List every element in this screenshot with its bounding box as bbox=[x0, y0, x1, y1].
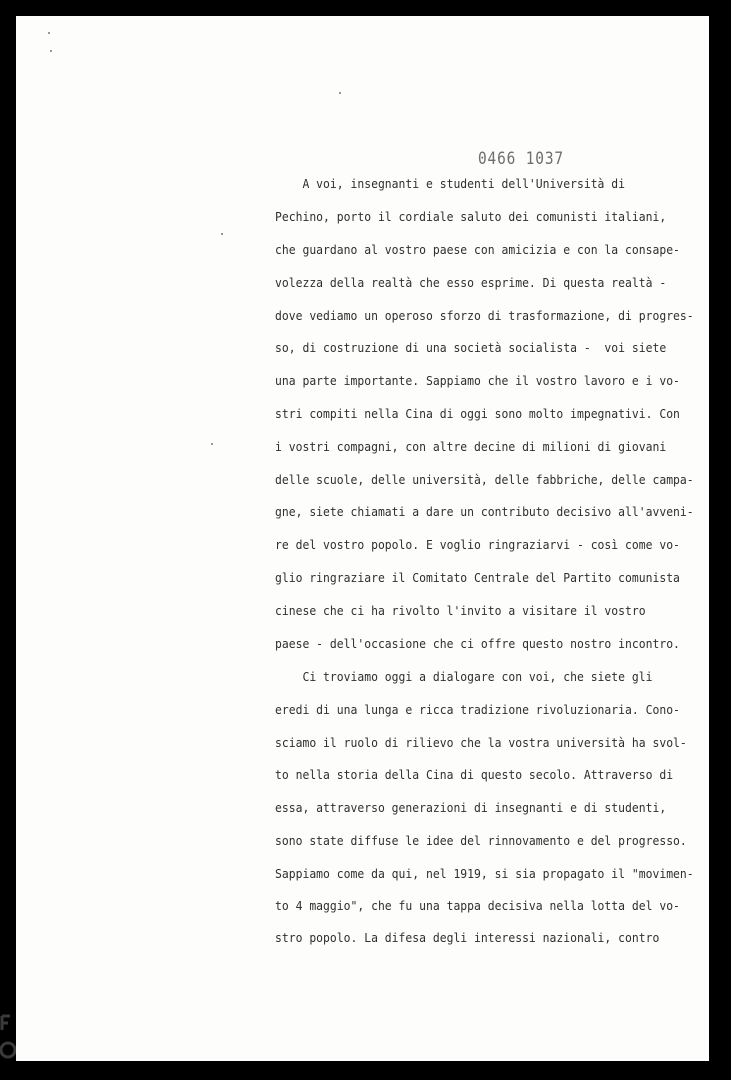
text-line: stri compiti nella Cina di oggi sono molto impegnativi. Con bbox=[275, 406, 680, 421]
text-line: glio ringraziare il Comitato Centrale del Partito comunista bbox=[275, 570, 680, 585]
text-line: volezza della realtà che esso esprime. Di questa realtà - bbox=[275, 275, 667, 290]
text-line: Ci troviamo oggi a dialogare con voi, che siete gli bbox=[275, 669, 653, 684]
text-line: paese - dell'occasione che ci offre questo nostro incontro. bbox=[275, 636, 680, 651]
text-line: che guardano al vostro paese con amicizia e con la consape- bbox=[275, 242, 680, 257]
text-line: una parte importante. Sappiamo che il vostro lavoro e i vo- bbox=[275, 373, 680, 388]
text-line: cinese che ci ha rivolto l'invito a visitare il vostro bbox=[275, 603, 646, 618]
text-line: to 4 maggio", che fu una tappa decisiva nella lotta del vo- bbox=[275, 898, 680, 913]
scan-speck bbox=[221, 233, 223, 235]
text-line: stro popolo. La difesa degli interessi nazionali, contro bbox=[275, 930, 660, 945]
document-page bbox=[16, 16, 709, 1061]
archive-number: 0466 1037 bbox=[478, 149, 564, 169]
text-line: essa, attraverso generazioni di insegnanti e di studenti, bbox=[275, 800, 667, 815]
scan-speck bbox=[339, 92, 341, 94]
text-line: sciamo il ruolo di rilievo che la vostra università ha svol- bbox=[275, 735, 687, 750]
scan-speck bbox=[48, 32, 50, 34]
text-line: A voi, insegnanti e studenti dell'Università di bbox=[275, 176, 626, 191]
text-line: dove vediamo un operoso sforzo di trasformazione, di progres- bbox=[275, 308, 694, 323]
text-line: gne, siete chiamati a dare un contributo decisivo all'avveni- bbox=[275, 504, 694, 519]
text-line: i vostri compagni, con altre decine di milioni di giovani bbox=[275, 439, 667, 454]
scan-speck bbox=[211, 443, 213, 445]
text-line: Pechino, porto il cordiale saluto dei comunisti italiani, bbox=[275, 209, 667, 224]
scanner-watermark-icon bbox=[0, 1010, 16, 1060]
scan-speck bbox=[50, 50, 52, 52]
text-line: Sappiamo come da qui, nel 1919, si sia propagato il "movimen- bbox=[275, 866, 694, 881]
text-line: re del vostro popolo. E voglio ringraziarvi - così come vo- bbox=[275, 537, 680, 552]
text-line: to nella storia della Cina di questo secolo. Attraverso di bbox=[275, 767, 674, 782]
text-line: so, di costruzione di una società socialista - voi siete bbox=[275, 340, 667, 355]
text-line: eredi di una lunga e ricca tradizione rivoluzionaria. Cono- bbox=[275, 702, 680, 717]
text-line: delle scuole, delle università, delle fabbriche, delle campa- bbox=[275, 472, 694, 487]
text-line: sono state diffuse le idee del rinnovamento e del progresso. bbox=[275, 833, 687, 848]
